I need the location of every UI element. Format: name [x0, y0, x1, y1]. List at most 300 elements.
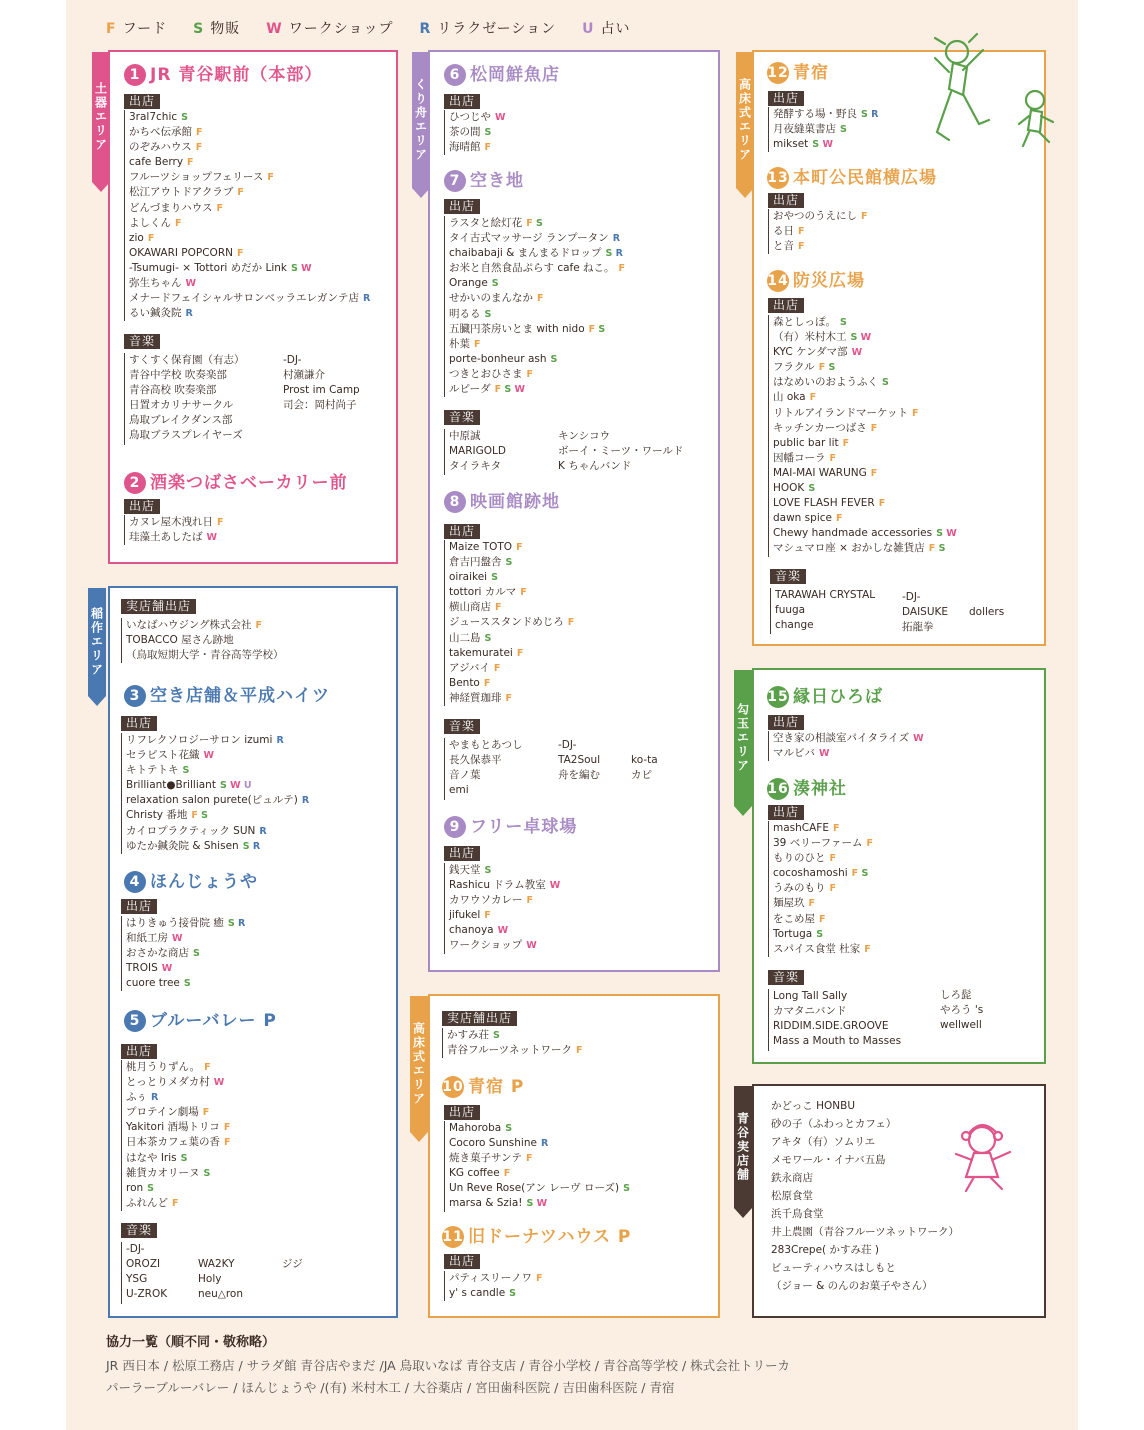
shop-name: と音 [773, 240, 794, 253]
category-tag-f: F [819, 913, 826, 925]
category-tags [871, 468, 878, 479]
list-item [129, 201, 370, 216]
list-item: YSG [126, 1273, 148, 1286]
shop-name: ワークショップ [449, 939, 523, 952]
category-tags [204, 1168, 211, 1179]
category-tag-f: F [835, 513, 843, 525]
category-tag-f: F [588, 323, 599, 335]
category-tag-f: F [195, 142, 203, 154]
category-tags [181, 1153, 188, 1164]
category-tag-f: F [505, 692, 512, 704]
category-tags [861, 211, 868, 222]
list-item [129, 515, 224, 530]
category-tags [505, 1123, 512, 1134]
category-tag-f: F [217, 517, 224, 528]
category-tag-f: F [866, 838, 873, 850]
list-item [126, 839, 309, 854]
category-tags [851, 332, 872, 343]
shop-name: おやつのうえにし [773, 210, 857, 222]
category-tag-s: S [227, 918, 238, 929]
list-item [129, 125, 370, 140]
shop-name: フルーツショップフェリース [129, 171, 264, 184]
list-item [129, 110, 370, 125]
category-tag-f: F [861, 211, 868, 222]
category-tag-f: F [255, 620, 263, 631]
shop-name: Maize TOTO [449, 541, 513, 553]
shop-name: 3ral7chic [129, 111, 178, 123]
area-tab-kurifune: くり舟エリア [412, 52, 430, 188]
category-tags [506, 557, 513, 568]
list-item [773, 224, 868, 239]
list-item: ボーイ・ミーツ・ワールド [558, 445, 684, 458]
category-tag-s: S [882, 377, 889, 389]
list-item: 鳥取ブラスプレイヤーズ [129, 429, 243, 442]
category-tags [840, 124, 847, 135]
shop-name: jifukel [449, 909, 481, 922]
shop-name: 茶の間 [449, 126, 481, 139]
shop-name: ふれんど [126, 1196, 168, 1209]
list-item: -DJ- [902, 591, 921, 603]
list-item [126, 1166, 230, 1181]
list-item [773, 912, 873, 927]
category-tags [819, 914, 826, 925]
list-item [449, 291, 625, 306]
list-item: メモワール・イナバ五島 [771, 1154, 886, 1166]
category-tag-w: W [172, 933, 183, 945]
shop-name: 五臓円茶房いとま with nido [449, 322, 585, 335]
category-tag-w: W [913, 733, 924, 744]
category-tags [216, 203, 223, 214]
list-item [126, 1105, 230, 1120]
list-item: DAISUKE [902, 606, 949, 619]
area-tab-aoya: 青谷実店舗 [734, 1086, 752, 1208]
legend-code: R [419, 21, 432, 37]
list-item: fuuga [775, 604, 806, 617]
category-tag-u: U [243, 780, 252, 792]
list-item [449, 337, 625, 352]
category-tags [808, 483, 815, 494]
list-item [449, 631, 574, 646]
category-tags [623, 1183, 630, 1194]
legend-item-u [582, 21, 630, 37]
category-tags [550, 880, 560, 891]
category-tags [812, 139, 833, 150]
list-item [773, 541, 957, 556]
category-tags [224, 1122, 231, 1133]
shop-list-11 [444, 1271, 542, 1301]
category-tag-w: W [495, 112, 506, 123]
category-tags [196, 127, 203, 138]
list-item: キンシコウ [558, 430, 611, 442]
category-tag-s: S [840, 124, 847, 136]
list-item [449, 938, 560, 953]
list-item [126, 976, 245, 991]
shop-name: mikset [773, 138, 809, 151]
shop-name: キトテトキ [126, 764, 179, 777]
list-item [449, 276, 625, 291]
category-tag-s: S [509, 1288, 516, 1300]
list-item: 村瀬謙介 [283, 369, 325, 382]
list-item [773, 481, 957, 496]
shop-name: （有）米村木工 [773, 331, 847, 344]
label-real-shop: 実店舗出店 [442, 1011, 517, 1026]
shop-list-14 [768, 315, 957, 557]
section-title-4: 4 ほんじょうや [124, 867, 258, 893]
music-list-16b [940, 988, 983, 1033]
category-tags [819, 362, 836, 373]
category-tags [509, 1288, 516, 1299]
list-item [773, 821, 873, 836]
shop-name: メナードフェイシャルサロンベッラエレガンテ店 [129, 292, 359, 305]
category-tags [484, 910, 491, 921]
category-tag-s: S [242, 840, 253, 852]
legend-item-r [419, 21, 556, 37]
category-tag-s: S [505, 1123, 513, 1134]
section-title-16: 16 湊神社 [767, 779, 847, 799]
list-item [449, 125, 505, 140]
label-shop: 出店 [444, 1254, 480, 1269]
list-item [449, 691, 574, 706]
category-tag-s: S [219, 780, 231, 792]
list-item [449, 367, 625, 382]
category-tags [809, 898, 816, 909]
category-tag-f: F [237, 187, 244, 199]
category-tag-f: F [526, 895, 533, 907]
label-music: 音楽 [770, 569, 806, 584]
shop-list-10 [444, 1121, 630, 1212]
section-title-2: 2 酒楽つばさベーカリー前 [124, 468, 348, 494]
category-tag-w: W [514, 384, 526, 396]
category-tags [929, 543, 946, 554]
category-tags [882, 377, 889, 388]
shop-name: Mahoroba [449, 1122, 502, 1134]
list-item [773, 421, 957, 436]
shop-name: 桃月うりずん。 [126, 1061, 201, 1073]
shop-name: relaxation salon purete(ピュルテ) [126, 794, 298, 807]
list-item: ko-ta [631, 754, 658, 766]
list-item: やまもとあつし [449, 739, 523, 751]
category-tags [474, 339, 481, 350]
label-shop: 出店 [768, 715, 804, 730]
shop-name: chanoya [449, 924, 494, 937]
shop-name: TOBACCO 屋さん跡地 [126, 634, 234, 647]
list-item [129, 216, 370, 231]
category-tag-r: R [151, 1092, 159, 1104]
list-item [773, 390, 957, 405]
section-title-11: 11 旧ドーナツハウス P [442, 1227, 632, 1247]
category-tags [196, 142, 203, 153]
list-item [773, 451, 957, 466]
list-item [449, 1181, 630, 1196]
category-tag-s: S [484, 865, 492, 876]
legend-code: F [106, 21, 117, 37]
category-tag-s: S [493, 1030, 500, 1041]
category-tag-f: F [196, 127, 203, 139]
shop-name: かすみ荘 [447, 1029, 489, 1041]
category-tag-w: W [206, 532, 217, 544]
category-tags [589, 324, 606, 335]
category-tag-f: F [526, 368, 533, 380]
shop-name: cuore tree [126, 977, 180, 990]
dancing-people-illustration [925, 30, 1065, 150]
category-tag-s: S [491, 278, 499, 290]
category-tag-s: S [840, 317, 847, 328]
credits-line-1: JR 西日本 / 松原工務店 / サラダ館 青谷店やまだ /JA 鳥取いなば 青谷支店 / 青谷小学校 / 青谷高等学校 / 株式会社トリーカ [106, 1358, 790, 1373]
music-list-1 [124, 353, 245, 445]
shop-name: mashCAFE [773, 822, 829, 834]
shop-name: Brilliant●Brilliant [126, 779, 216, 792]
category-tag-f: F [928, 543, 939, 555]
shop-name: アジバイ [449, 661, 490, 674]
list-item: 中原誠 [449, 430, 481, 442]
list-item [449, 893, 560, 908]
category-tags [187, 157, 194, 168]
category-tag-w: W [526, 940, 537, 952]
category-tag-f: F [870, 467, 878, 479]
list-item: 鉄永商店 [771, 1172, 813, 1184]
list-item [773, 526, 957, 541]
shop-list-4 [121, 916, 245, 991]
shop-name: （鳥取短期大学・青谷高等学校） [126, 649, 284, 662]
category-tags [186, 308, 193, 319]
category-tag-f: F [495, 602, 502, 614]
list-item: 舟を編む [558, 769, 600, 782]
legend-item-w [266, 21, 393, 37]
shop-name: 海晴館 [449, 141, 481, 154]
shop-name: る日 [773, 225, 794, 238]
list-item: TARAWAH CRYSTAL [775, 589, 876, 601]
category-tag-f: F [172, 1197, 179, 1209]
category-tag-s: S [484, 127, 492, 139]
category-tag-r: R [615, 248, 623, 260]
category-tags [576, 1045, 583, 1056]
list-item: RIDDIM.SIDE.GROOVE [773, 1020, 889, 1033]
category-tag-r: R [185, 308, 193, 320]
label-shop: 出店 [768, 91, 804, 106]
list-item [773, 866, 873, 881]
shop-name: 森としっぽ。 [773, 316, 836, 328]
list-item: Mass a Mouth to Masses [773, 1035, 902, 1048]
list-item [126, 1075, 230, 1090]
shop-name: 横山商店 [449, 601, 491, 614]
list-item [449, 1196, 630, 1211]
section-title-8: 8 映画館跡地 [444, 487, 560, 513]
shop-list-9 [444, 863, 560, 954]
shop-name: お米と自然食品ぷらす cafe ねこ。 [449, 262, 615, 275]
category-tag-f: F [474, 338, 481, 350]
list-item [449, 322, 625, 337]
list-item [129, 306, 370, 321]
shop-name: ふぅ [126, 1091, 147, 1104]
category-tag-s: S [850, 332, 861, 344]
list-item [773, 927, 873, 942]
list-item [126, 1135, 230, 1150]
list-item [126, 633, 284, 648]
list-item: かどっこ HONBU [771, 1100, 856, 1112]
shop-name: せかいのまんなか [449, 292, 533, 305]
list-item [449, 878, 560, 893]
category-tags [485, 865, 492, 876]
list-item [449, 352, 625, 367]
category-tag-f: F [809, 392, 817, 404]
list-item [449, 1271, 542, 1286]
category-tags [537, 293, 544, 304]
label-real-shop: 実店舗出店 [121, 599, 196, 614]
list-item: neu△ron [198, 1288, 244, 1301]
area-tab-takayuka-1: 高床式エリア [410, 996, 428, 1132]
music-list-8c [631, 753, 658, 783]
category-tags [220, 780, 252, 791]
category-tags [237, 187, 244, 198]
list-item [129, 276, 370, 291]
label-shop: 出店 [121, 899, 157, 914]
section-title-7: 7 空き地 [444, 166, 524, 192]
list-item [126, 778, 309, 793]
list-item [129, 155, 370, 170]
list-item [449, 1286, 542, 1301]
list-item: 松原食堂 [771, 1190, 813, 1202]
shop-name: おさかな商店 [126, 947, 189, 960]
category-tags [879, 498, 886, 509]
label-music: 音楽 [444, 410, 480, 425]
list-item [773, 881, 873, 896]
list-item [126, 931, 245, 946]
category-tag-s: S [598, 323, 606, 335]
category-tags [291, 263, 312, 274]
category-tags [527, 895, 534, 906]
category-tag-w: W [185, 278, 196, 290]
category-tags [912, 408, 919, 419]
label-shop: 出店 [768, 193, 804, 208]
category-tag-f: F [829, 452, 836, 464]
shop-name: 珪藻土あしたば [129, 531, 203, 544]
section-title-10: 10 青宿 P [442, 1077, 525, 1097]
category-tags [504, 1168, 511, 1179]
shop-name: chaibabaji & まんまるドロップ [449, 247, 602, 260]
shop-name: ron [126, 1181, 144, 1194]
category-tag-f: F [618, 263, 626, 275]
shop-name: プロテイン劇場 [126, 1106, 199, 1119]
category-tag-s: S [816, 928, 824, 940]
shop-name: リフレクソロジーサロン izumi [126, 734, 273, 746]
category-tags [526, 940, 536, 951]
list-item: 長久保恭平 [449, 754, 502, 767]
shop-list-12 [768, 107, 878, 152]
category-tag-s: S [183, 978, 191, 990]
category-tag-s: S [180, 1152, 188, 1164]
list-item [126, 808, 309, 823]
list-item [773, 330, 957, 345]
shop-name: -Tsumugi- × Tottori めだか Link [129, 261, 287, 274]
section-title-15: 15 縁日ひろば [767, 687, 883, 707]
category-tags [536, 1273, 543, 1284]
list-item [126, 916, 245, 931]
list-item: 音ノ葉 [449, 769, 481, 782]
real-shop-list-inasaku [121, 618, 284, 663]
list-item [449, 863, 560, 878]
category-tag-f: F [216, 202, 223, 214]
shop-name: Yakitori 酒場トリコ [126, 1121, 220, 1134]
list-item: カピ [631, 769, 652, 782]
shop-list-15 [768, 731, 924, 761]
shop-name: をこめ屋 [773, 912, 815, 925]
category-tags [148, 233, 155, 244]
category-tag-f: F [798, 226, 805, 238]
category-tags [526, 218, 543, 229]
shop-name: Un Reve Rose(アン レーヴ ローズ) [449, 1182, 620, 1195]
shop-name: はなめいのおようふく [773, 376, 878, 389]
label-music: 音楽 [124, 334, 160, 349]
list-item: 青谷高校 吹奏楽部 [129, 384, 217, 397]
category-tag-f: F [236, 247, 244, 259]
category-tag-s: S [504, 384, 515, 396]
category-tag-f: F [878, 498, 886, 510]
shop-name: 和紙工房 [126, 932, 168, 945]
category-tags [830, 853, 837, 864]
section-title-6: 6 松岡鮮魚店 [444, 60, 560, 86]
list-item [129, 246, 370, 261]
shop-name: マルビバ [773, 747, 815, 760]
label-shop: 出店 [124, 499, 160, 514]
category-tag-f: F [851, 868, 862, 880]
shop-name: cocoshamoshi [773, 867, 848, 880]
shop-name: y' s candle [449, 1287, 506, 1300]
category-tag-s: S [193, 948, 200, 960]
category-tag-w: W [203, 750, 214, 762]
shop-name: marsa & Szia! [449, 1197, 523, 1210]
category-tags [276, 735, 283, 746]
category-tags [852, 347, 862, 358]
shop-name: いなばハウジング株式会社 [126, 619, 252, 631]
legend-label: フード [122, 21, 168, 37]
category-tags [913, 733, 923, 744]
list-item [449, 382, 625, 397]
list-item [449, 261, 625, 276]
category-tags [203, 1107, 210, 1118]
list-item: ジジ [282, 1258, 303, 1270]
list-item [773, 315, 957, 330]
shop-name: パティスリーノワ [449, 1272, 532, 1284]
category-tags [605, 248, 622, 259]
list-item [773, 375, 957, 390]
list-item [126, 946, 245, 961]
shop-name: かちべ伝承館 [129, 126, 192, 139]
category-tags [866, 838, 873, 849]
list-item [129, 530, 224, 545]
list-item [773, 122, 878, 137]
section-title-14: 14 防災広場 [767, 271, 865, 291]
category-tag-s: S [290, 262, 302, 274]
legend-item-s [193, 21, 240, 37]
category-tags [506, 693, 513, 704]
shop-name: 倉吉円盤舎 [449, 556, 502, 569]
category-tags [861, 109, 878, 120]
category-tags [936, 528, 957, 539]
category-tag-s: S [936, 528, 947, 540]
label-shop: 出店 [124, 94, 160, 109]
shop-name: Bento [449, 676, 480, 689]
list-item [126, 961, 245, 976]
shop-name: LOVE FLASH FEVER [773, 497, 875, 510]
list-item [773, 107, 878, 122]
category-tags [204, 1062, 211, 1073]
category-tag-s: S [491, 572, 498, 584]
list-item [449, 908, 560, 923]
list-item [449, 615, 574, 630]
music-list-1b [283, 353, 360, 413]
category-tags [568, 617, 575, 628]
shop-name: takemuratei [449, 646, 513, 659]
